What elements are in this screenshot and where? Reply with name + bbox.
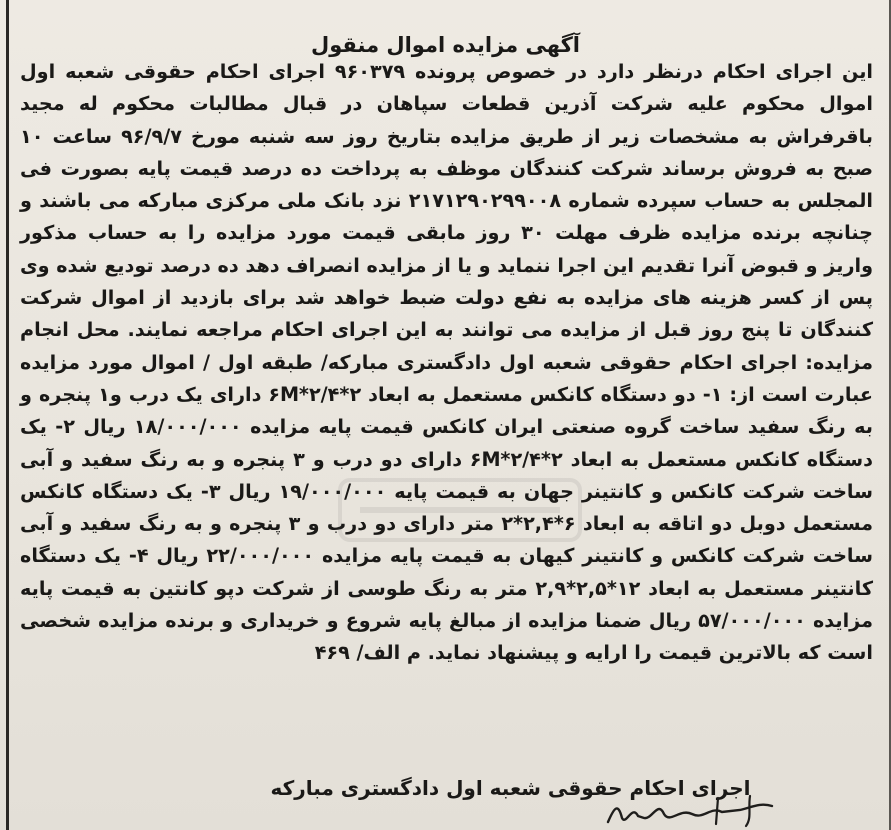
notice-signature: اجرای احکام حقوقی شعبه اول دادگستری مبارکه	[270, 776, 751, 800]
notice-body: این اجرای احکام درنظر دارد در خصوص پرونده ۹۶۰۳۷۹ اجرای احکام حقوقی شعبه اول اموال محکوم علیه شرکت آذرین قطعات سپاهان در قبال مطالبات محکوم له مجید باقرفراش به مشخصات زیر از طریق مزایده بتاریخ روز سه شنبه مورخ ۹۶/۹/۷ ساعت ۱۰ صبح به فروش برساند شرکت کنندگان موظف به پرداخت ده درصد قیمت پایه بصورت فی المجلس به حساب سپرده شماره ۲۱۷۱۲۹۰۲۹۹۰۰۸ نزد بانک ملی مرکزی مبارکه می باشند و چنانچه برنده مزایده ظرف مهلت ۳۰ روز مابقی قیمت مورد مزایده را به حساب مذکور واریز و قبوض آنرا تقدیم این اجرا ننماید و یا از مزایده انصراف دهد ده درصد تودیع شده وی پس از کسر هزینه های مزایده به نفع دولت ضبط خواهد شد برای بازدید از اموال شرکت کنندگان تا پنج روز قبل از مزایده می توانند به این اجرای احکام مراجعه نمایند. محل انجام مزایده: اجرای احکام حقوقی شعبه اول دادگستری مبارکه/ طبقه اول / اموال مورد مزایده عبارت است از: ۱- دو دستگاه کانکس مستعمل به ابعاد ۲*۲/۴*۶M دارای یک درب و۱ پنجره و به رنگ سفید ساخت گروه صنعتی ایران کانکس قیمت پایه مزایده ۱۸/۰۰۰/۰۰۰ ریال ۲- یک دستگاه کانکس مستعمل به ابعاد ۲*۲/۴*۶M دارای دو درب و ۳ پنجره و به رنگ سفید و آبی ساخت شرکت کانکس و کانتینر جهان به قیمت پایه ۱۹/۰۰۰/۰۰۰ ریال ۳- یک دستگاه کانکس مستعمل دوبل دو اتاقه به ابعاد ۶*۲,۴*۲ متر دارای دو درب و ۳ پنجره و به رنگ سفید و آبی ساخت شرکت کانکس و کانتینر کیهان به قیمت پایه مزایده ۲۲/۰۰۰/۰۰۰ ریال ۴- یک دستگاه کانتینر مستعمل به ابعاد ۱۲*۲,۵*۲,۹ متر به رنگ طوسی از شرکت دپو کانتین به قیمت پایه مزایده ۵۷/۰۰۰/۰۰۰ ریال ضمنا مزایده از مبالغ پایه شروع و خریداری و برنده مزایده شخصی است که بالاترین قیمت را ارایه و پیشنهاد نماید. م الف/ ۴۶۹	[20, 60, 874, 665]
handwritten-scribble	[600, 788, 780, 830]
column-border-left	[6, 0, 9, 830]
notice-title: آگهی مزایده اموال منقول	[311, 33, 580, 57]
